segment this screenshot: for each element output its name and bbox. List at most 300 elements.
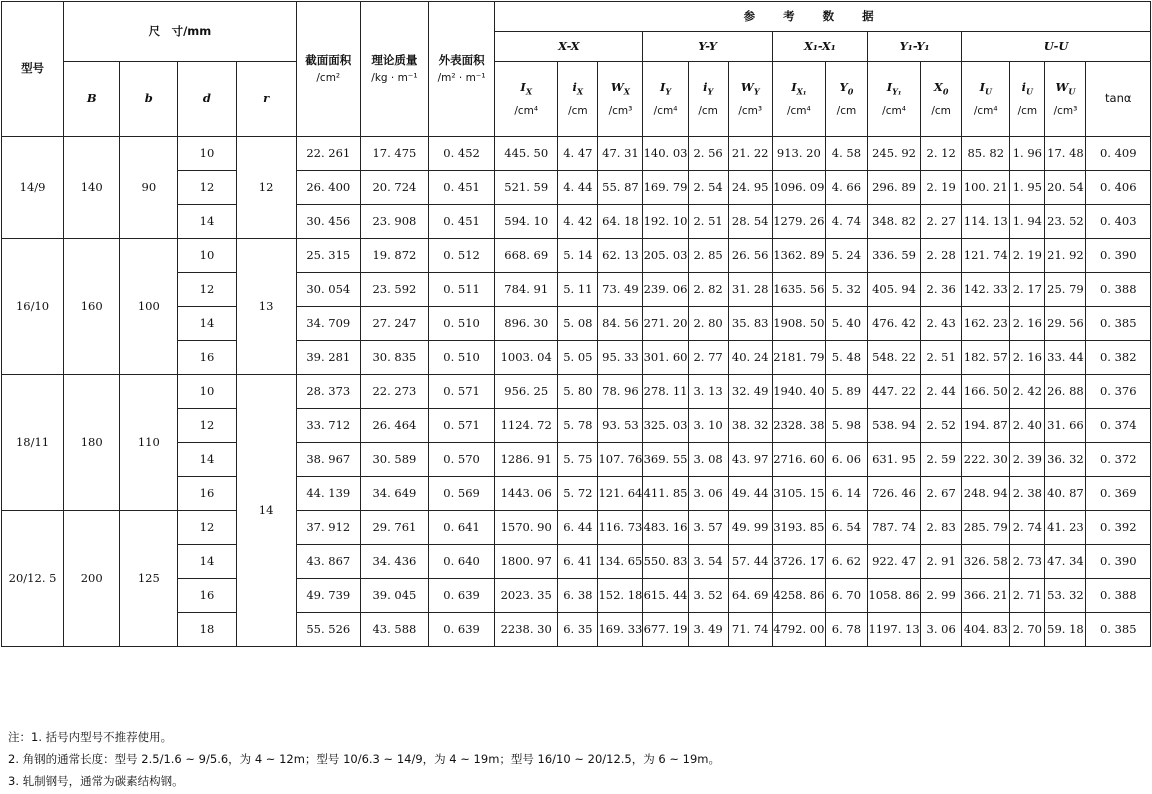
header-sub-8 (867, 62, 920, 137)
cell-value: 3. 06 (921, 613, 962, 647)
header-sub-symbol: $Y_0$ (839, 80, 854, 97)
header-sub-symbol: $X_0$ (933, 80, 949, 97)
cell-value: 33. 44 (1045, 341, 1086, 375)
cell-d: 14 (178, 443, 236, 477)
cell-value: 140. 03 (643, 137, 688, 171)
cell-value: 6. 06 (825, 443, 867, 477)
cell-value: 205. 03 (643, 239, 688, 273)
header-group-xx: X-X (495, 32, 643, 62)
cell-d: 14 (178, 205, 236, 239)
header-surface (429, 2, 495, 137)
cell-d: 16 (178, 341, 236, 375)
cell-value: 2. 51 (688, 205, 728, 239)
cell-value: 521. 59 (495, 171, 558, 205)
cell-value: 6. 38 (558, 579, 598, 613)
cell-type: 14/9 (2, 137, 64, 239)
cell-value: 0. 452 (429, 137, 495, 171)
header-sub-symbol: $I_{Y_1}$ (886, 80, 902, 97)
cell-value: 24. 95 (728, 171, 772, 205)
cell-value: 1362. 89 (772, 239, 825, 273)
cell-value: 194. 87 (962, 409, 1010, 443)
cell-value: 615. 44 (643, 579, 688, 613)
header-sub-symbol: $i_Y$ (703, 80, 714, 97)
cell-d: 14 (178, 307, 236, 341)
cell-value: 114. 13 (962, 205, 1010, 239)
cell-value: 71. 74 (728, 613, 772, 647)
cell-value: 3726. 17 (772, 545, 825, 579)
cell-value: 348. 82 (867, 205, 920, 239)
cell-value: 1003. 04 (495, 341, 558, 375)
cell-value: 35. 83 (728, 307, 772, 341)
note-1: 注：1. 括号内型号不推荐使用。 (8, 730, 173, 744)
cell-value: 0. 392 (1086, 511, 1151, 545)
cell-value: 182. 57 (962, 341, 1010, 375)
cell-value: 6. 41 (558, 545, 598, 579)
cell-value: 550. 83 (643, 545, 688, 579)
cell-value: 20. 724 (360, 171, 428, 205)
cell-value: 134. 65 (598, 545, 643, 579)
table-row (2, 511, 1151, 545)
cell-value: 1. 95 (1010, 171, 1045, 205)
cell-value: 0. 403 (1086, 205, 1151, 239)
cell-value: 3. 49 (688, 613, 728, 647)
cell-value: 43. 97 (728, 443, 772, 477)
cell-value: 100. 21 (962, 171, 1010, 205)
cell-value: 116. 73 (598, 511, 643, 545)
cell-value: 107. 76 (598, 443, 643, 477)
cell-value: 4. 66 (825, 171, 867, 205)
cell-value: 28. 54 (728, 205, 772, 239)
header-sub-unit: /cm (931, 104, 951, 117)
cell-b: 125 (120, 511, 178, 647)
cell-value: 248. 94 (962, 477, 1010, 511)
cell-value: 2. 43 (921, 307, 962, 341)
cell-B: 140 (64, 137, 120, 239)
cell-value: 192. 10 (643, 205, 688, 239)
cell-d: 12 (178, 273, 236, 307)
cell-value: 34. 436 (360, 545, 428, 579)
cell-value: 0. 406 (1086, 171, 1151, 205)
cell-value: 78. 96 (598, 375, 643, 409)
cell-B: 200 (64, 511, 120, 647)
cell-value: 59. 18 (1045, 613, 1086, 647)
cell-value: 43. 867 (296, 545, 360, 579)
cell-value: 2. 38 (1010, 477, 1045, 511)
cell-value: 26. 464 (360, 409, 428, 443)
header-b: b (120, 62, 178, 137)
cell-value: 121. 74 (962, 239, 1010, 273)
cell-value: 0. 510 (429, 307, 495, 341)
cell-value: 2. 16 (1010, 307, 1045, 341)
cell-value: 142. 33 (962, 273, 1010, 307)
cell-value: 1. 96 (1010, 137, 1045, 171)
cell-value: 1279. 26 (772, 205, 825, 239)
cell-value: 369. 55 (643, 443, 688, 477)
cell-value: 37. 912 (296, 511, 360, 545)
cell-value: 0. 511 (429, 273, 495, 307)
cell-value: 2. 67 (921, 477, 962, 511)
cell-value: 4. 58 (825, 137, 867, 171)
cell-value: 5. 78 (558, 409, 598, 443)
header-sub-symbol: tanα (1105, 91, 1132, 106)
cell-value: 49. 739 (296, 579, 360, 613)
cell-value: 2. 17 (1010, 273, 1045, 307)
header-sub-symbol: $W_Y$ (740, 80, 760, 97)
cell-value: 2. 59 (921, 443, 962, 477)
cell-value: 1940. 40 (772, 375, 825, 409)
cell-value: 2. 27 (921, 205, 962, 239)
cell-d: 12 (178, 511, 236, 545)
cell-value: 0. 512 (429, 239, 495, 273)
header-sub-3 (643, 62, 688, 137)
cell-value: 23. 908 (360, 205, 428, 239)
header-group-yy: Y-Y (643, 32, 772, 62)
header-d: d (178, 62, 236, 137)
cell-value: 2328. 38 (772, 409, 825, 443)
cell-value: 2. 16 (1010, 341, 1045, 375)
cell-value: 3. 54 (688, 545, 728, 579)
cell-value: 2. 28 (921, 239, 962, 273)
cell-value: 38. 967 (296, 443, 360, 477)
cell-value: 2. 52 (921, 409, 962, 443)
header-sub-symbol: $i_U$ (1021, 80, 1034, 97)
cell-value: 296. 89 (867, 171, 920, 205)
cell-value: 0. 376 (1086, 375, 1151, 409)
cell-r: 13 (236, 239, 296, 375)
cell-value: 29. 56 (1045, 307, 1086, 341)
cell-value: 25. 79 (1045, 273, 1086, 307)
cell-value: 31. 28 (728, 273, 772, 307)
cell-value: 26. 400 (296, 171, 360, 205)
table-body (2, 137, 1151, 647)
header-sub-2 (598, 62, 643, 137)
cell-value: 4. 44 (558, 171, 598, 205)
header-area-label: 截面面积 (305, 53, 352, 68)
header-area (296, 2, 360, 137)
cell-value: 2. 71 (1010, 579, 1045, 613)
cell-value: 1197. 13 (867, 613, 920, 647)
cell-value: 326. 58 (962, 545, 1010, 579)
cell-d: 12 (178, 409, 236, 443)
cell-value: 0. 409 (1086, 137, 1151, 171)
cell-value: 3. 57 (688, 511, 728, 545)
cell-value: 5. 48 (825, 341, 867, 375)
header-group-x1x1: X₁-X₁ (772, 32, 867, 62)
cell-value: 1800. 97 (495, 545, 558, 579)
cell-value: 0. 385 (1086, 307, 1151, 341)
cell-value: 726. 46 (867, 477, 920, 511)
cell-value: 1570. 90 (495, 511, 558, 545)
cell-value: 922. 47 (867, 545, 920, 579)
table-row (2, 137, 1151, 171)
cell-value: 476. 42 (867, 307, 920, 341)
cell-value: 2. 54 (688, 171, 728, 205)
cell-value: 49. 99 (728, 511, 772, 545)
cell-value: 0. 639 (429, 613, 495, 647)
cell-value: 21. 92 (1045, 239, 1086, 273)
cell-value: 20. 54 (1045, 171, 1086, 205)
cell-value: 0. 382 (1086, 341, 1151, 375)
cell-value: 32. 49 (728, 375, 772, 409)
cell-value: 411. 85 (643, 477, 688, 511)
cell-value: 39. 045 (360, 579, 428, 613)
cell-value: 2. 82 (688, 273, 728, 307)
cell-value: 3. 13 (688, 375, 728, 409)
cell-value: 85. 82 (962, 137, 1010, 171)
cell-value: 5. 08 (558, 307, 598, 341)
cell-value: 2. 39 (1010, 443, 1045, 477)
cell-value: 64. 69 (728, 579, 772, 613)
cell-value: 84. 56 (598, 307, 643, 341)
cell-value: 34. 709 (296, 307, 360, 341)
header-sub-symbol: $I_U$ (979, 80, 992, 97)
header-B: B (64, 62, 120, 137)
cell-value: 336. 59 (867, 239, 920, 273)
cell-value: 33. 712 (296, 409, 360, 443)
cell-value: 169. 79 (643, 171, 688, 205)
note-3: 3. 轧制钢号，通常为碳素结构钢。 (8, 774, 184, 788)
cell-value: 0. 510 (429, 341, 495, 375)
cell-value: 29. 761 (360, 511, 428, 545)
cell-value: 956. 25 (495, 375, 558, 409)
cell-value: 3105. 15 (772, 477, 825, 511)
cell-value: 41. 23 (1045, 511, 1086, 545)
cell-value: 2. 56 (688, 137, 728, 171)
header-r: r (236, 62, 296, 137)
cell-type: 20/12. 5 (2, 511, 64, 647)
cell-value: 1286. 91 (495, 443, 558, 477)
cell-value: 22. 273 (360, 375, 428, 409)
cell-value: 3. 10 (688, 409, 728, 443)
cell-value: 19. 872 (360, 239, 428, 273)
header-sub-symbol: $I_{X_1}$ (791, 80, 807, 97)
cell-value: 1. 94 (1010, 205, 1045, 239)
header-surface-label: 外表面积 (438, 53, 485, 68)
cell-value: 6. 35 (558, 613, 598, 647)
cell-value: 447. 22 (867, 375, 920, 409)
cell-value: 784. 91 (495, 273, 558, 307)
header-reference: 参考数据 (495, 2, 1151, 32)
cell-value: 5. 72 (558, 477, 598, 511)
cell-value: 2238. 30 (495, 613, 558, 647)
cell-value: 548. 22 (867, 341, 920, 375)
cell-value: 2. 42 (1010, 375, 1045, 409)
header-sub-9 (921, 62, 962, 137)
cell-value: 0. 641 (429, 511, 495, 545)
cell-value: 17. 475 (360, 137, 428, 171)
cell-value: 405. 94 (867, 273, 920, 307)
cell-value: 0. 451 (429, 171, 495, 205)
cell-value: 1908. 50 (772, 307, 825, 341)
cell-value: 5. 75 (558, 443, 598, 477)
cell-type: 18/11 (2, 375, 64, 511)
cell-value: 445. 50 (495, 137, 558, 171)
cell-value: 278. 11 (643, 375, 688, 409)
header-sub-1 (558, 62, 598, 137)
cell-value: 2. 36 (921, 273, 962, 307)
cell-value: 1058. 86 (867, 579, 920, 613)
cell-value: 166. 50 (962, 375, 1010, 409)
cell-value: 0. 571 (429, 409, 495, 443)
cell-value: 245. 92 (867, 137, 920, 171)
cell-value: 5. 89 (825, 375, 867, 409)
cell-value: 169. 33 (598, 613, 643, 647)
cell-r: 12 (236, 137, 296, 239)
cell-value: 2181. 79 (772, 341, 825, 375)
cell-value: 40. 24 (728, 341, 772, 375)
cell-b: 100 (120, 239, 178, 375)
cell-value: 271. 20 (643, 307, 688, 341)
cell-value: 3. 06 (688, 477, 728, 511)
header-type: 型号 (2, 2, 64, 137)
cell-type: 16/10 (2, 239, 64, 375)
header-group-uu: U-U (962, 32, 1151, 62)
cell-value: 4. 47 (558, 137, 598, 171)
note-2: 2. 角钢的通常长度：型号 2.5/1.6 ~ 9/5.6，为 4 ~ 12m；型号 10/6.3 ~ 14/9，为 4 ~ 19m；型号 16/10 ~ 20/12.5，为 6 ~ 19m。 (8, 752, 721, 766)
cell-value: 0. 390 (1086, 239, 1151, 273)
cell-value: 2. 51 (921, 341, 962, 375)
cell-value: 325. 03 (643, 409, 688, 443)
cell-value: 594. 10 (495, 205, 558, 239)
cell-value: 2. 12 (921, 137, 962, 171)
cell-value: 121. 64 (598, 477, 643, 511)
cell-value: 2. 99 (921, 579, 962, 613)
header-sub-7 (825, 62, 867, 137)
cell-value: 26. 56 (728, 239, 772, 273)
cell-value: 73. 49 (598, 273, 643, 307)
cell-value: 5. 24 (825, 239, 867, 273)
header-sub-unit: /cm⁴ (786, 104, 811, 117)
cell-value: 3. 52 (688, 579, 728, 613)
cell-value: 2. 80 (688, 307, 728, 341)
cell-value: 668. 69 (495, 239, 558, 273)
cell-value: 2. 74 (1010, 511, 1045, 545)
cell-value: 5. 32 (825, 273, 867, 307)
header-sub-symbol: $i_X$ (572, 80, 584, 97)
header-mass (360, 2, 428, 137)
cell-value: 39. 281 (296, 341, 360, 375)
cell-value: 787. 74 (867, 511, 920, 545)
cell-value: 1124. 72 (495, 409, 558, 443)
cell-value: 62. 13 (598, 239, 643, 273)
cell-value: 5. 05 (558, 341, 598, 375)
cell-value: 2. 44 (921, 375, 962, 409)
cell-value: 64. 18 (598, 205, 643, 239)
cell-value: 5. 40 (825, 307, 867, 341)
cell-value: 31. 66 (1045, 409, 1086, 443)
header-sub-unit: /cm³ (608, 104, 633, 117)
cell-value: 404. 83 (962, 613, 1010, 647)
cell-value: 55. 87 (598, 171, 643, 205)
table-row (2, 375, 1151, 409)
header-group-y1y1: Y₁-Y₁ (867, 32, 961, 62)
cell-value: 95. 33 (598, 341, 643, 375)
cell-value: 631. 95 (867, 443, 920, 477)
cell-value: 0. 569 (429, 477, 495, 511)
cell-value: 1635. 56 (772, 273, 825, 307)
cell-d: 14 (178, 545, 236, 579)
header-sub-13 (1086, 62, 1151, 137)
cell-value: 239. 06 (643, 273, 688, 307)
cell-value: 913. 20 (772, 137, 825, 171)
cell-value: 1443. 06 (495, 477, 558, 511)
cell-value: 47. 31 (598, 137, 643, 171)
header-sub-symbol: $W_U$ (1055, 80, 1076, 97)
cell-d: 16 (178, 579, 236, 613)
header-sub-unit: /cm⁴ (973, 104, 998, 117)
cell-value: 30. 456 (296, 205, 360, 239)
cell-value: 6. 78 (825, 613, 867, 647)
cell-value: 0. 451 (429, 205, 495, 239)
cell-value: 2. 70 (1010, 613, 1045, 647)
cell-value: 1096. 09 (772, 171, 825, 205)
cell-value: 0. 374 (1086, 409, 1151, 443)
notes (8, 726, 1148, 792)
cell-d: 16 (178, 477, 236, 511)
cell-value: 47. 34 (1045, 545, 1086, 579)
cell-value: 285. 79 (962, 511, 1010, 545)
cell-value: 43. 588 (360, 613, 428, 647)
cell-value: 23. 592 (360, 273, 428, 307)
cell-value: 6. 14 (825, 477, 867, 511)
cell-value: 2. 40 (1010, 409, 1045, 443)
cell-value: 5. 14 (558, 239, 598, 273)
cell-value: 0. 640 (429, 545, 495, 579)
cell-value: 0. 571 (429, 375, 495, 409)
header-sub-unit: /cm (1017, 104, 1038, 117)
cell-value: 3. 08 (688, 443, 728, 477)
cell-value: 483. 16 (643, 511, 688, 545)
header-sub-unit: /cm (568, 104, 588, 117)
header-sub-unit: /cm³ (738, 104, 763, 117)
cell-B: 180 (64, 375, 120, 511)
cell-value: 152. 18 (598, 579, 643, 613)
cell-value: 0. 570 (429, 443, 495, 477)
cell-value: 6. 62 (825, 545, 867, 579)
cell-value: 538. 94 (867, 409, 920, 443)
cell-value: 2. 19 (1010, 239, 1045, 273)
cell-d: 18 (178, 613, 236, 647)
header-sub-symbol: $I_X$ (520, 80, 533, 97)
cell-value: 28. 373 (296, 375, 360, 409)
cell-b: 90 (120, 137, 178, 239)
cell-value: 6. 44 (558, 511, 598, 545)
cell-value: 2. 73 (1010, 545, 1045, 579)
header-sub-symbol: $I_Y$ (659, 80, 672, 97)
cell-value: 26. 88 (1045, 375, 1086, 409)
cell-value: 30. 589 (360, 443, 428, 477)
cell-value: 30. 054 (296, 273, 360, 307)
cell-value: 162. 23 (962, 307, 1010, 341)
cell-value: 40. 87 (1045, 477, 1086, 511)
cell-value: 36. 32 (1045, 443, 1086, 477)
cell-d: 10 (178, 375, 236, 409)
cell-value: 55. 526 (296, 613, 360, 647)
cell-d: 12 (178, 171, 236, 205)
cell-value: 0. 369 (1086, 477, 1151, 511)
cell-value: 57. 44 (728, 545, 772, 579)
cell-value: 0. 639 (429, 579, 495, 613)
cell-value: 6. 70 (825, 579, 867, 613)
cell-value: 677. 19 (643, 613, 688, 647)
cell-value: 2. 19 (921, 171, 962, 205)
header-sub-6 (772, 62, 825, 137)
header-sub-4 (688, 62, 728, 137)
cell-value: 0. 390 (1086, 545, 1151, 579)
cell-value: 27. 247 (360, 307, 428, 341)
cell-value: 2. 83 (921, 511, 962, 545)
cell-r: 14 (236, 375, 296, 647)
